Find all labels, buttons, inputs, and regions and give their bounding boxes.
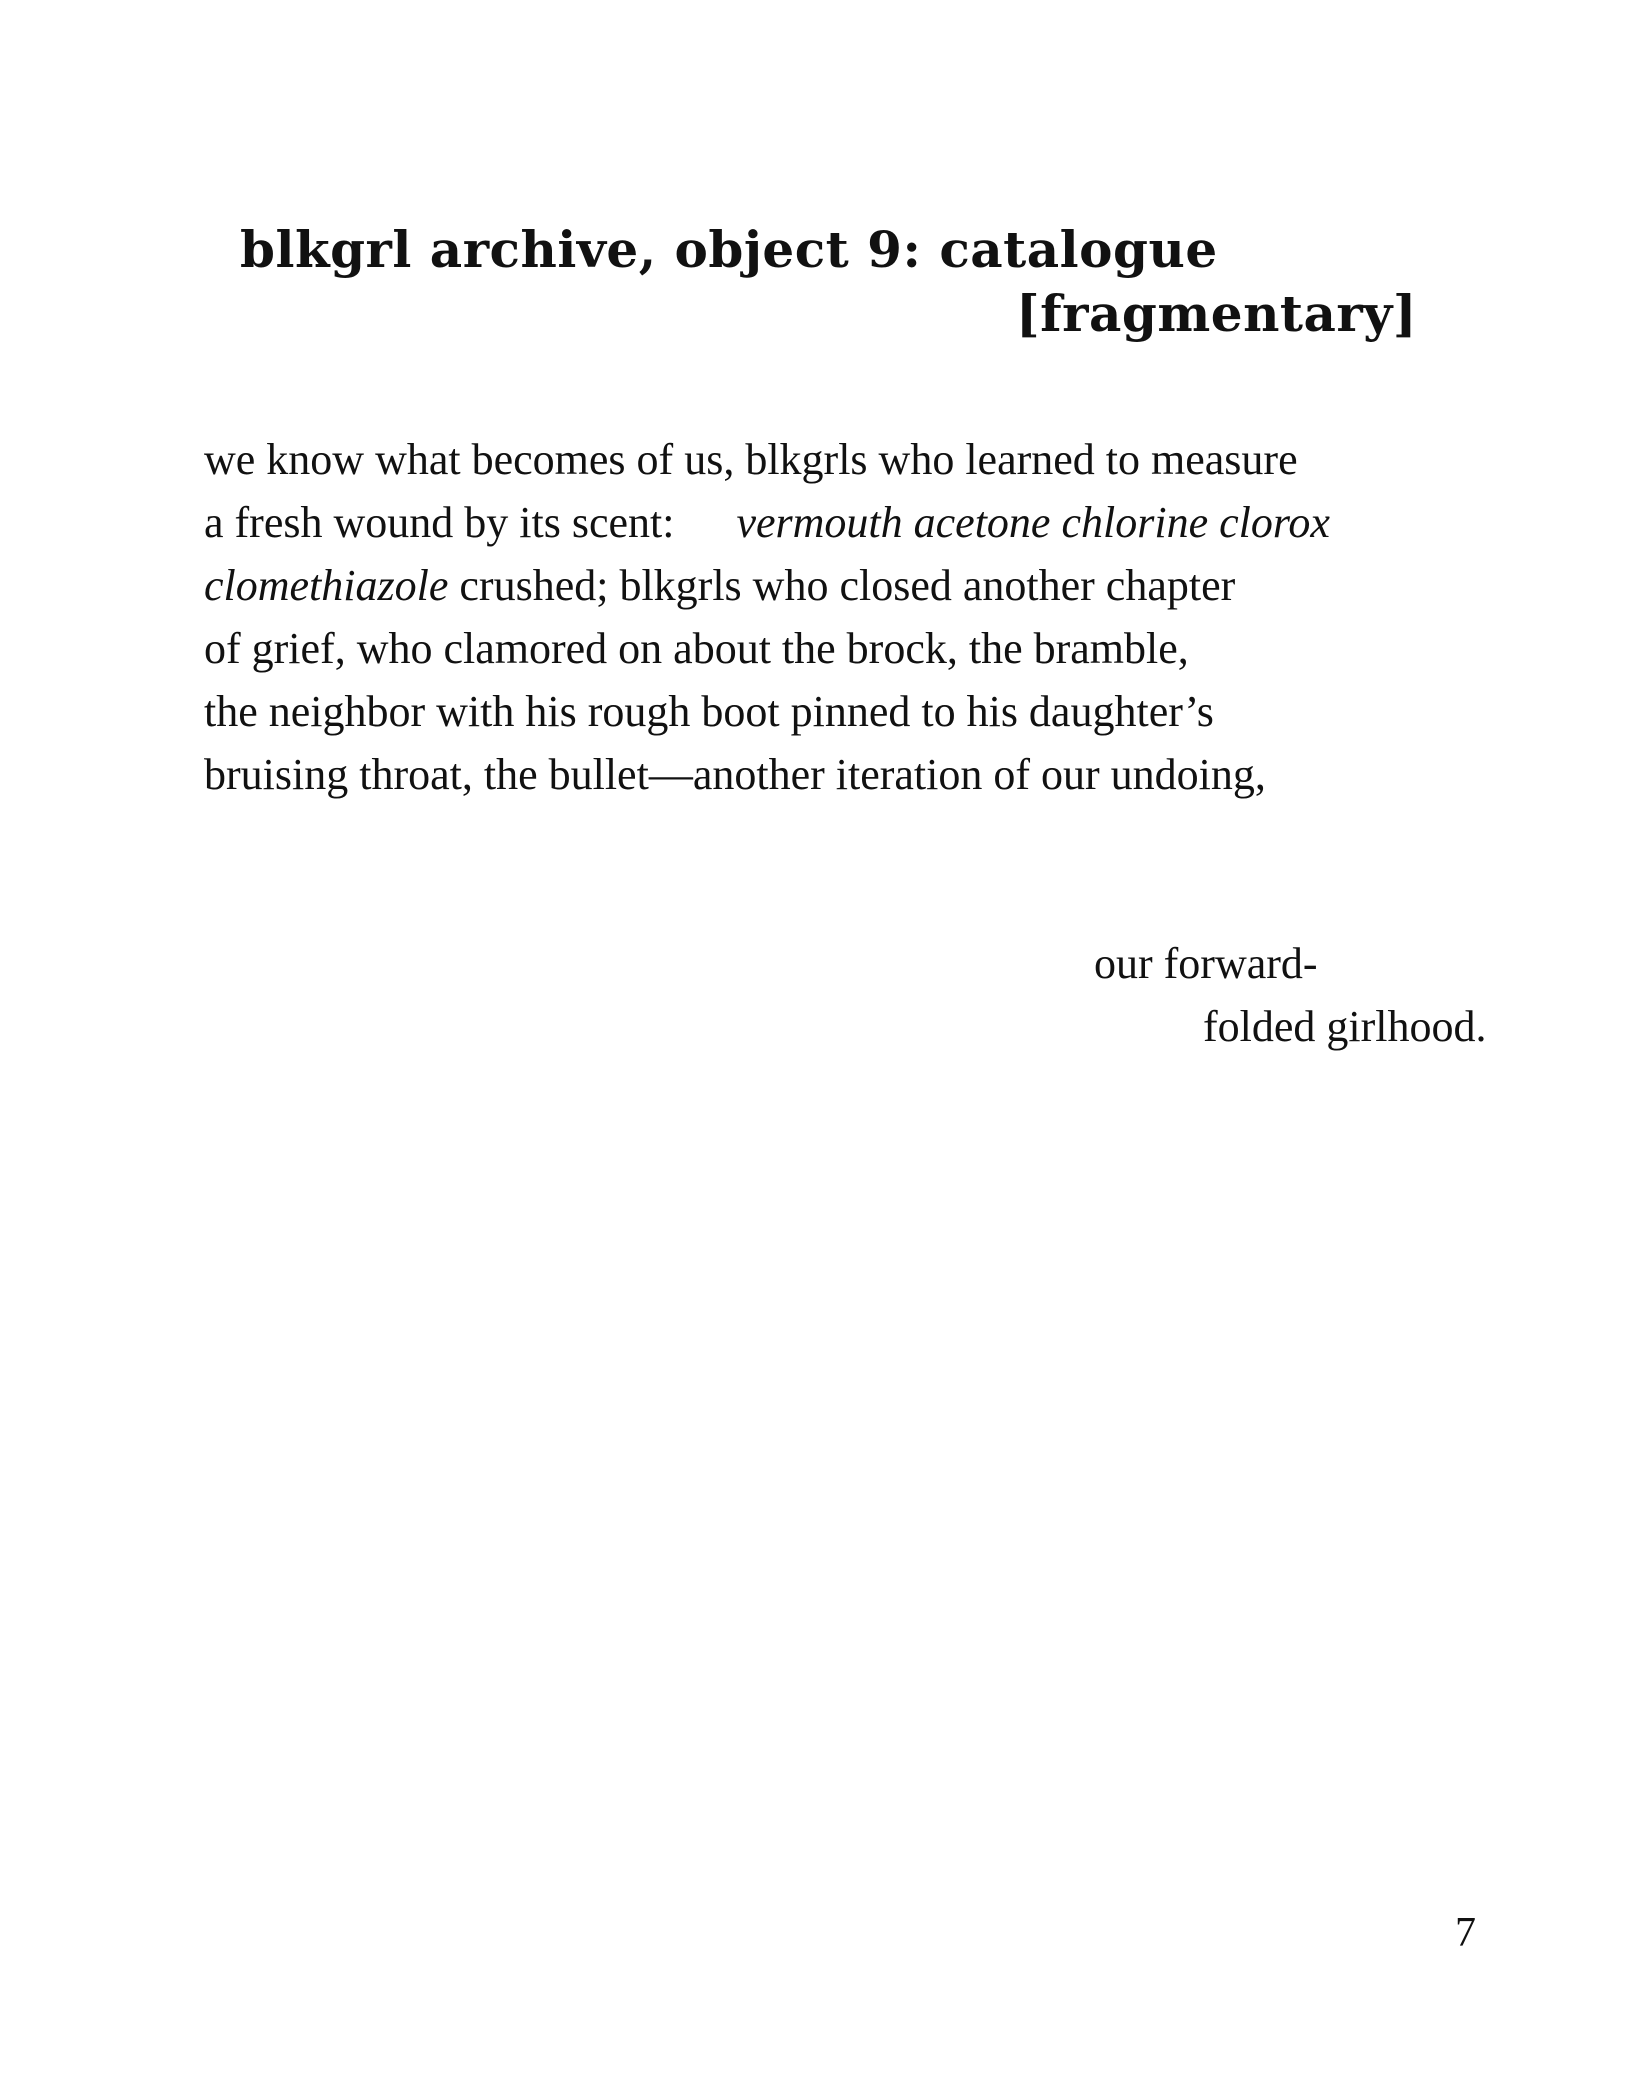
poem-line-3-italic: clomethiazole xyxy=(204,561,449,610)
poem-tail-line-1: our forward- xyxy=(1094,939,1318,988)
poem-line-6: bruising throat, the bullet—another iteration of our undoing, xyxy=(204,750,1266,799)
poem-line-2 xyxy=(204,491,1330,554)
poem-line-3-plain: crushed; blkgrls who closed another chapter xyxy=(448,561,1236,610)
poem-line-2-plain: a fresh wound by its scent: xyxy=(204,498,675,547)
poem-tail-line-2: folded girlhood. xyxy=(1203,1002,1487,1051)
poem-title-line-2: [fragmentary] xyxy=(1016,284,1417,343)
page-number: 7 xyxy=(1455,1910,1476,1956)
poem-line-5: the neighbor with his rough boot pinned to his daughter’s xyxy=(204,687,1214,736)
poem-line-1: we know what becomes of us, blkgrls who learned to measure xyxy=(204,435,1298,484)
poem-body xyxy=(204,428,1330,806)
poem-line-3 xyxy=(204,554,1330,617)
poem-line-2-italic: vermouth acetone chlorine clorox xyxy=(736,498,1330,547)
poem-line-4: of grief, who clamored on about the brock, the bramble, xyxy=(204,624,1189,673)
poem-title-line-1: blkgrl archive, object 9: catalogue xyxy=(240,220,1218,279)
